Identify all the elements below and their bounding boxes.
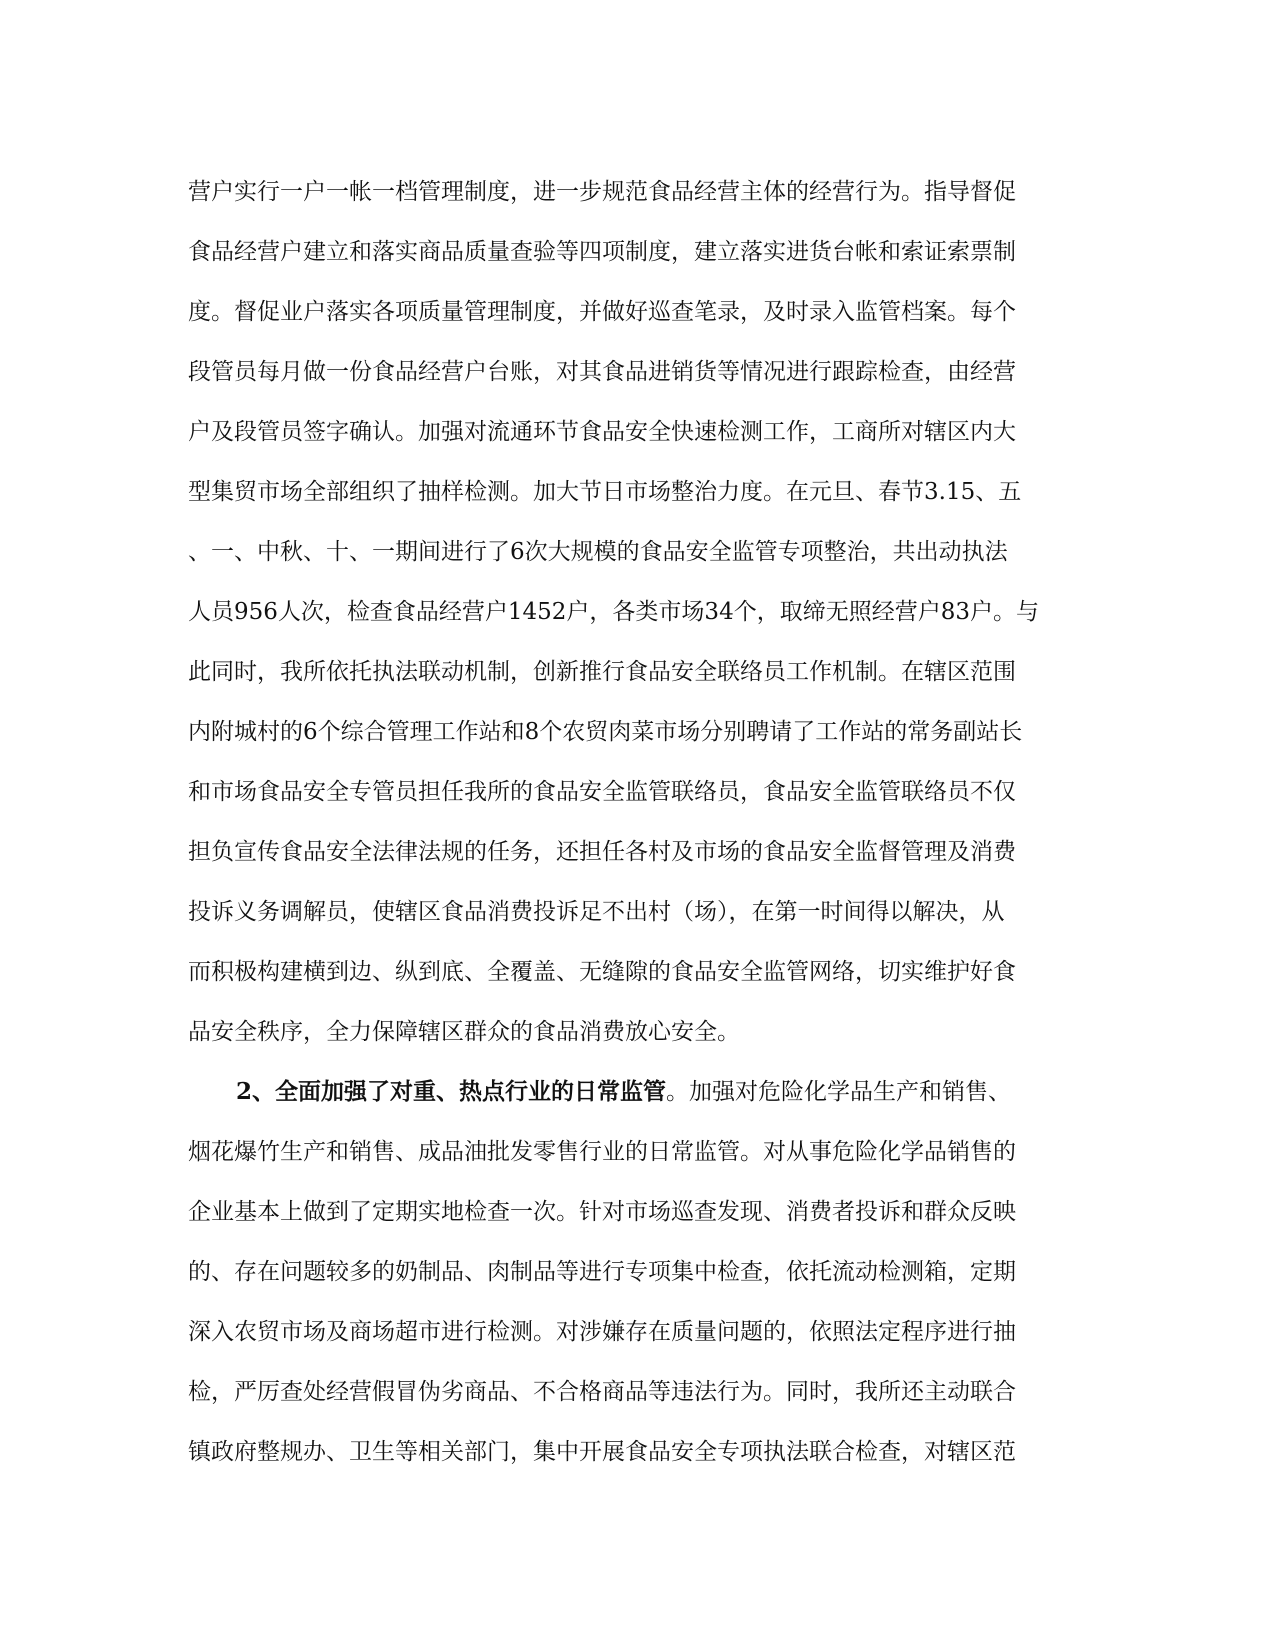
paragraph-1 [188,162,1088,1062]
text-line: 人员956人次，检查食品经营户1452户，各类市场34个，取缔无照经营户83户。与 [188,599,1039,625]
text-line: 此同时，我所依托执法联动机制，创新推行食品安全联络员工作机制。在辖区范围 [188,659,1016,685]
text-line: 担负宣传食品安全法律法规的任务，还担任各村及市场的食品安全监督管理及消费 [188,839,1016,865]
paragraph-2 [188,1062,1088,1482]
text-line: 内附城村的6个综合管理工作站和8个农贸肉菜市场分别聘请了工作站的常务副站长 [188,719,1023,745]
text-line: 营户实行一户一帐一档管理制度，进一步规范食品经营主体的经营行为。指导督促 [188,179,1016,205]
text-line: 检，严厉查处经营假冒伪劣商品、不合格商品等违法行为。同时，我所还主动联合 [188,1379,1016,1405]
text-line: 投诉义务调解员，使辖区食品消费投诉足不出村（场），在第一时间得以解决，从 [188,899,1005,925]
heading-continuation: 。加强对危险化学品生产和销售、 [666,1079,1012,1105]
text-line: 和市场食品安全专管员担任我所的食品安全监管联络员，食品安全监管联络员不仅 [188,779,1016,805]
text-line: 企业基本上做到了定期实地检查一次。针对市场巡查发现、消费者投诉和群众反映 [188,1199,1016,1225]
text-line: 品安全秩序，全力保障辖区群众的食品消费放心安全。 [188,1019,740,1045]
text-line: 、一、中秋、十、一期间进行了6次大规模的食品安全监管专项整治，共出动执法 [188,539,1008,565]
text-line: 烟花爆竹生产和销售、成品油批发零售行业的日常监管。对从事危险化学品销售的 [188,1139,1016,1165]
text-line: 型集贸市场全部组织了抽样检测。加大节日市场整治力度。在元旦、春节3.15、五 [188,479,1022,505]
text-line: 深入农贸市场及商场超市进行检测。对涉嫌存在质量问题的，依照法定程序进行抽 [188,1319,1016,1345]
section-heading: 2、全面加强了对重、热点行业的日常监管 [236,1078,667,1105]
text-line: 食品经营户建立和落实商品质量查验等四项制度，建立落实进货台帐和索证索票制 [188,239,1016,265]
text-line: 的、存在问题较多的奶制品、肉制品等进行专项集中检查，依托流动检测箱，定期 [188,1259,1016,1285]
text-line: 镇政府整规办、卫生等相关部门，集中开展食品安全专项执法联合检查，对辖区范 [188,1439,1016,1465]
text-line: 而积极构建横到边、纵到底、全覆盖、无缝隙的食品安全监管网络，切实维护好食 [188,959,1016,985]
text-line: 度。督促业户落实各项质量管理制度，并做好巡查笔录，及时录入监管档案。每个 [188,299,1016,325]
text-line: 户及段管员签字确认。加强对流通环节食品安全快速检测工作，工商所对辖区内大 [188,419,1016,445]
text-line: 段管员每月做一份食品经营户台账，对其食品进销货等情况进行跟踪检查，由经营 [188,359,1016,385]
paragraph-2-first-line [188,1062,1088,1122]
document-body [188,162,1088,1482]
